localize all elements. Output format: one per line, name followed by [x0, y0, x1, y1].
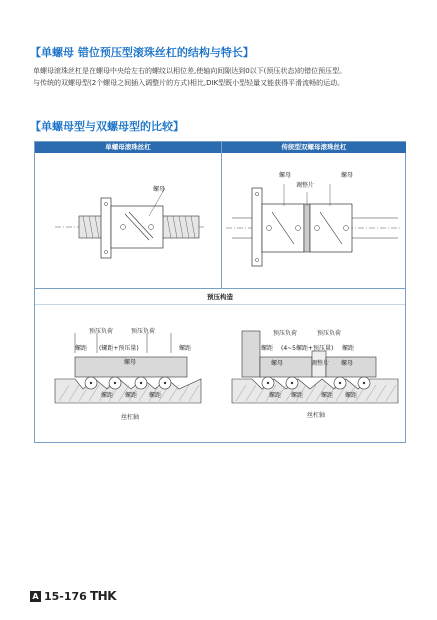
single-lead-right: 螺距 — [179, 345, 192, 352]
single-lead-b3: 螺距 — [149, 392, 162, 399]
row-divider — [35, 288, 405, 289]
double-lead-right: 螺距 — [342, 345, 355, 352]
double-preload-right: 预压负荷 — [317, 330, 342, 337]
thk-logo: THK — [90, 589, 117, 603]
single-nut-illustration — [35, 154, 221, 288]
single-nut-label: 螺母 — [153, 186, 166, 193]
single-lead-left: 螺距 — [75, 345, 88, 352]
single-nut-preload-diagram — [35, 305, 221, 443]
double-lead-b1: 螺距 — [269, 392, 282, 399]
double-shaft-label: 丝杠轴 — [307, 412, 326, 419]
double-lead-left: 螺距 — [261, 345, 274, 352]
description-line-1: 单螺母滚珠丝杠是在螺母中央给左右的螺纹以相位差,使轴向间隙达到0以下(预压状态)的错位预压型。 — [33, 67, 347, 75]
header-double-nut: 传统型双螺母滚珠丝杠 — [222, 142, 406, 153]
single-lead-b1: 螺距 — [101, 392, 114, 399]
page-number: 15-176 — [44, 590, 87, 603]
section-title-comparison: 【单螺母型与双螺母型的比较】 — [30, 120, 184, 133]
double-nut-left-label: 螺母 — [279, 172, 292, 179]
double-nut-right-label: 螺母 — [341, 172, 354, 179]
single-shaft-label: 丝杠轴 — [121, 414, 140, 421]
section-badge: A — [30, 591, 41, 602]
comparison-table — [34, 141, 406, 443]
single-lead-b2: 螺距 — [125, 392, 138, 399]
double-lead-b3: 螺距 — [321, 392, 334, 399]
single-preload-left: 预压负荷 — [89, 328, 114, 335]
double-lead-formula: (4~5螺距+预压量) — [281, 345, 334, 352]
double-spacer-label-2: 调整片 — [311, 360, 330, 367]
structure-description — [33, 65, 413, 89]
double-nut-preload-diagram — [222, 305, 407, 443]
preload-structure-title: 预压构造 — [207, 293, 233, 301]
double-lead-b2: 螺距 — [291, 392, 304, 399]
double-lead-b4: 螺距 — [345, 392, 358, 399]
description-line-2: 与传统的双螺母型(2个螺母之间插入调整片的方式)相比,DIK型既小型轻量又能获得平滑流畅的运动。 — [33, 79, 345, 87]
double-preload-left: 预压负荷 — [273, 330, 298, 337]
single-nut-label-2: 螺母 — [124, 359, 137, 366]
single-lead-formula: (螺距+预压量) — [99, 345, 139, 352]
spacer-label: 调整片 — [296, 182, 315, 189]
double-nut-a-label: 螺母 — [271, 360, 284, 367]
double-nut-b-label: 螺母 — [341, 360, 354, 367]
header-single-nut: 单螺母滚珠丝杠 — [35, 142, 221, 153]
double-nut-illustration — [222, 154, 407, 288]
single-preload-right: 预压负荷 — [131, 328, 156, 335]
section-title-structure: 【单螺母 错位预压型滚珠丝杠的结构与特长】 — [30, 46, 254, 59]
